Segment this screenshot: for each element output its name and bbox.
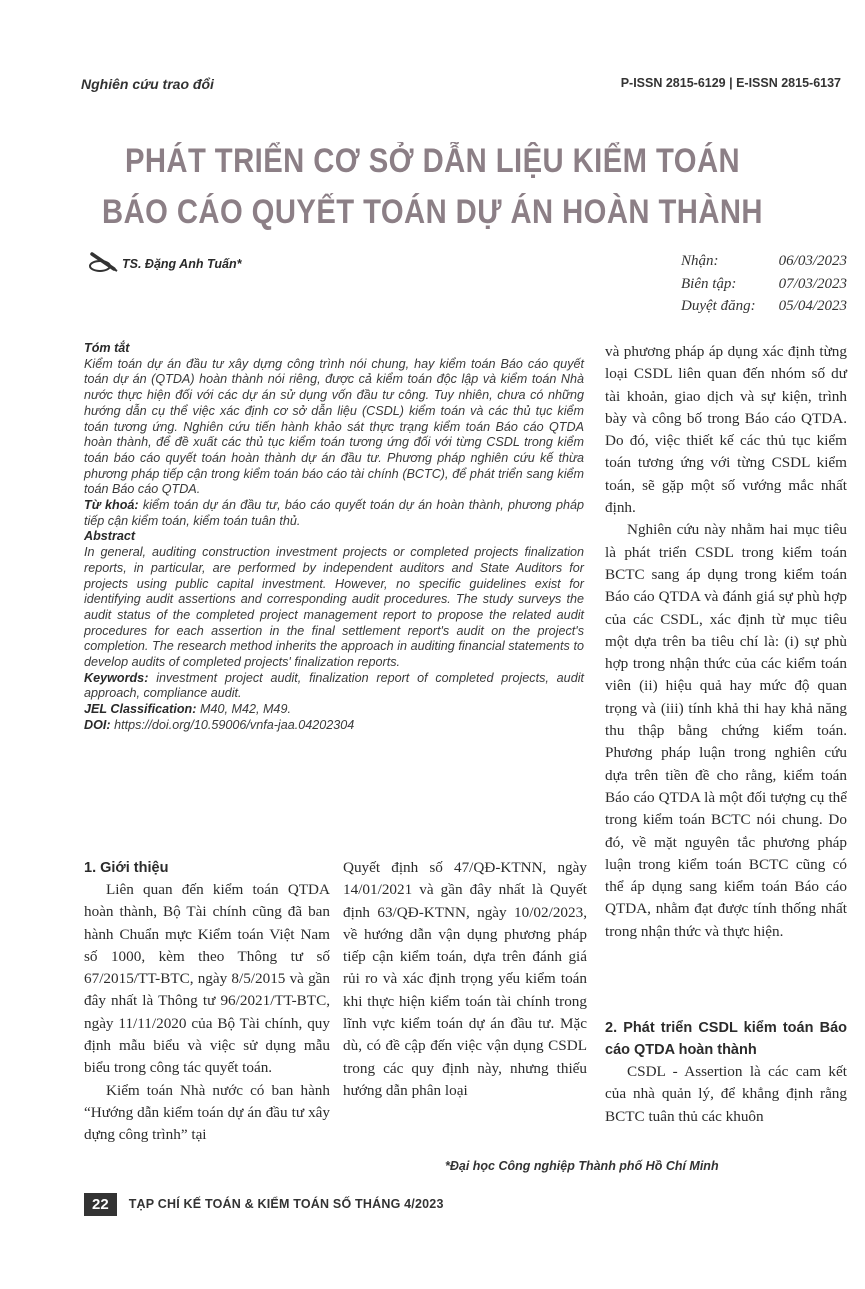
keywords-en <box>84 671 584 702</box>
section-tag: Nghiên cứu trao đổi <box>81 76 214 92</box>
jel-text: M40, M42, M49. <box>196 702 291 717</box>
paragraph: CSDL - Assertion là các cam kết của nhà quản lý, để khẳng định rằng BCTC tuân thủ các khuôn <box>605 1063 847 1125</box>
body-column-left <box>84 857 330 1147</box>
paragraph: Nghiên cứu này nhằm hai mục tiêu là phát triển CSDL trong kiểm toán BCTC sang áp dụng trong kiểm toán Báo cáo QTDA và đánh giá sự phù hợp của các CSDL, xác định từ mục tiêu một dựa trên ba tiêu chí là: (i) sự phù hợp trong nhận thức của các kiểm toán viên (ii) hiệu quả hay mức độ quan trọng và (iii) tính khả thi hay khả năng thu thập bằng chứng kiểm toán. Phương pháp luận trong nghiên cứu dựa trên tiền đề cho rằng, kiểm toán Báo cáo QTDA là một đối tượng cụ thể trong kiểm toán BCTC nói chung. Do đó, về mặt nguyên tắc phương pháp luận trong kiểm toán BCTC cũng có thể áp dụng sang kiểm toán Báo cáo QTDA, nhằm đạt được tính thống nhất trong nhận thức và thực hiện. <box>605 521 847 940</box>
body-column-right-top <box>605 341 847 943</box>
abstract-en-heading: Abstract <box>84 529 136 544</box>
page-number: 22 <box>84 1193 117 1216</box>
date-value: 05/04/2023 <box>778 298 847 314</box>
doi-link[interactable]: https://doi.org/10.59006/vnfa-jaa.04202304 <box>110 717 355 732</box>
date-label: Nhận: <box>681 253 719 269</box>
section-heading-2: 2. Phát triển CSDL kiểm toán Báo cáo QTDA hoàn thành <box>605 1020 847 1058</box>
dates-block <box>681 250 847 318</box>
paragraph: và phương pháp áp dụng xác định từng loại CSDL liên quan đến nhóm số dư tài khoản, giao dịch và sự kiện, trình bày và công bố trong Báo cáo QTDA. Do đó, việc thiết kế các thủ tục kiểm toán tương ứng với từng CSDL kiểm toán, sẽ gặp một số vướng mắc nhất định. <box>605 343 847 517</box>
author-name: TS. Đặng Anh Tuấn* <box>122 257 242 271</box>
paragraph: Liên quan đến kiểm toán QTDA hoàn thành, Bộ Tài chính cũng đã ban hành Chuẩn mực Kiểm toán Việt Nam số 1000, kèm theo Thông tư số 67/2015/TT-BTC, ngày 8/5/2015 và gần đây nhất là Thông tư 96/2021/TT-BTC, ngày 11/11/2020 của Bộ Tài chính, quy định mẫu biểu và việc sử dụng mẫu biểu trong công tác quyết toán. <box>84 881 330 1077</box>
jel-label: JEL Classification: <box>84 702 197 717</box>
section-heading-1: 1. Giới thiệu <box>84 860 169 876</box>
date-received <box>681 250 847 273</box>
keywords-en-label: Keywords: <box>84 670 149 685</box>
doi <box>84 718 584 734</box>
title-line-1: PHÁT TRIỂN CƠ SỞ DẪN LIỆU KIỂM TOÁN <box>124 142 741 180</box>
abstract-block <box>84 341 584 734</box>
date-approved <box>681 295 847 318</box>
date-edited <box>681 273 847 296</box>
title-line-2: BÁO CÁO QUYẾT TOÁN DỰ ÁN HOÀN THÀNH <box>102 193 763 231</box>
body-column-right-bottom <box>605 1017 847 1128</box>
date-label: Biên tập: <box>681 275 737 292</box>
author <box>88 252 241 276</box>
doi-label: DOI: <box>84 717 111 732</box>
article-title <box>40 136 825 238</box>
affiliation-footnote: *Đại học Công nghiệp Thành phố Hồ Chí Minh <box>445 1159 719 1173</box>
jel-classification <box>84 702 584 718</box>
date-value: 07/03/2023 <box>778 275 847 292</box>
keywords-vi-label: Từ khoá: <box>84 498 139 513</box>
keywords-vi <box>84 498 584 529</box>
abstract-vi-heading: Tóm tắt <box>84 341 130 355</box>
keywords-vi-text: kiểm toán dự án đầu tư, báo cáo quyết toán dự án hoàn thành, phương pháp tiếp cận kiểm toán, kiểm toán tuân thủ. <box>84 498 584 528</box>
pen-icon <box>88 251 118 278</box>
issn: P-ISSN 2815-6129 | E-ISSN 2815-6137 <box>620 76 841 90</box>
abstract-vi-text: Kiểm toán dự án đầu tư xây dựng công trình nói chung, hay kiểm toán Báo cáo quyết toán dự án (QTDA) hoàn thành nói riêng, được cả kiểm toán độc lập và kiểm toán Nhà nước thực hiện đối với các dự án sử dụng vốn đầu tư công. Tuy nhiên, chưa có những hướng dẫn cụ thể việc xác định cơ sở dẫn liệu (CSDL) kiểm toán và các thủ tục kiểm toán tương ứng. Nghiên cứu tiến hành khảo sát thực trạng kiểm toán Báo cáo QTDA hoàn thành, để đề xuất các thủ tục kiểm toán tương ứng đối với từng CSDL trong kiểm toán báo cáo quyết toán hoàn thành dự án đầu tư. Phương pháp nghiên cứu kế thừa phương pháp tiếp cận trong kiểm toán báo cáo tài chính (BCTC), để phát triển sang kiểm toán Báo cáo QTDA. <box>84 356 584 497</box>
journal-name: TẠP CHÍ KẾ TOÁN & KIỂM TOÁN SỐ THÁNG 4/2023 <box>128 1197 444 1211</box>
date-label: Duyệt đăng: <box>681 298 756 314</box>
paragraph: Quyết định số 47/QĐ-KTNN, ngày 14/01/2021 và gần đây nhất là Quyết định 63/QĐ-KTNN, ngày 10/02/2023, về hướng dẫn vận dụng phương pháp tiếp cận kiểm toán, dựa trên đánh giá rủi ro và xác định trọng yếu kiểm toán khi thực hiện kiểm toán tài chính trong lĩnh vực kiểm toán dự án đầu tư. Mặc dù, có đề cập đến việc vận dụng CSDL trong các quy định này, nhưng thiếu hướng dẫn phân loại <box>343 859 587 1099</box>
paragraph: Kiểm toán Nhà nước có ban hành “Hướng dẫn kiểm toán dự án đầu tư xây dựng công trình” tại <box>84 1081 330 1144</box>
body-column-middle <box>343 857 587 1102</box>
page-footer <box>84 1191 444 1217</box>
abstract-en-text: In general, auditing construction investment projects or completed projects finalization reports, in particular, are performed by independent auditors and State Auditors for projects using public capital investment. However, no specific guidelines exist for identifying audit assertions and corresponding audit procedures. The study surveys the audit status of the completed project management report to propose the related audit procedures for each assertion in the final settlement report's audit on the project's completion. The research method inherits the approach in auditing financial statements to develop audits of completed projects' finalization reports. <box>84 545 584 670</box>
date-value: 06/03/2023 <box>778 253 847 269</box>
keywords-en-text: investment project audit, finalization report of completed projects, audit approach, compliance audit. <box>84 670 584 701</box>
